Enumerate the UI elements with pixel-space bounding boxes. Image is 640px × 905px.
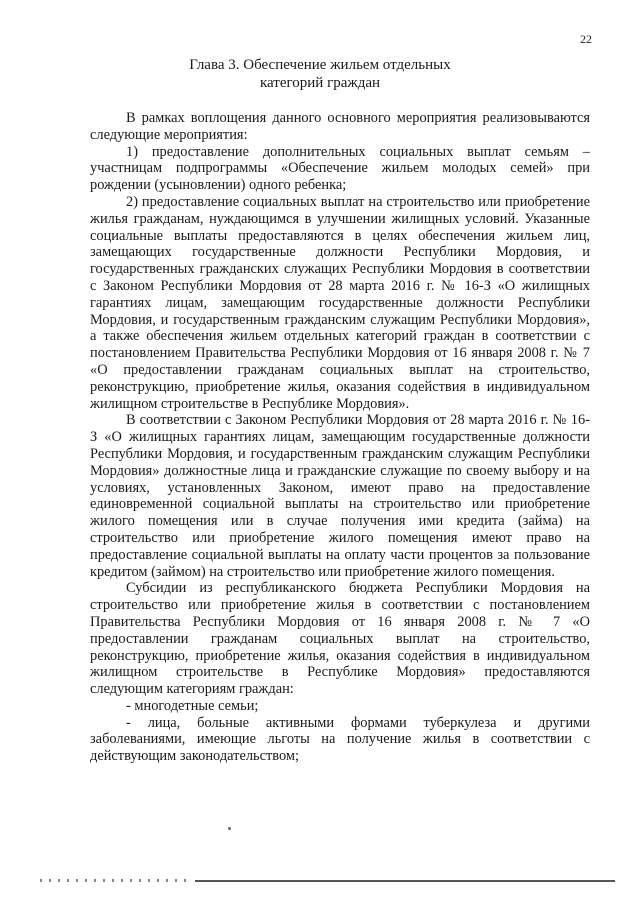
scan-artifact-line [195, 880, 615, 882]
paragraph-item-2: 2) предоставление социальных выплат на строительство или приобретение жилья гражданам, нуждающимся в улучшении жилищных условий. Указанные социальные выплаты предоставляются в целях обеспечения жильем лиц, замещающих государственные должности Республики Мордовия, и государственных гражданских служащих Республики Мордовия в соответствии с Законом Республики Мордовия от 28 марта 2016 г. № 16-З «О жилищных гарантиях лицам, замещающим государственные должности Республики Мордовия, и государственным гражданским служащим Республики Мордовия», а также обеспечения жильем отдельных категорий граждан в соответствии с постановлением Правительства Республики Мордовия от 16 января 2008 г. № 7 «О предоставлении гражданам социальных выплат на строительство, реконструкцию, приобретение жилья, оказания содействия в индивидуальном жилищном строительстве в Республике Мордовия». [90, 193, 590, 412]
scan-artifact-dots [40, 879, 190, 882]
chapter-title-line-1: Глава 3. Обеспечение жильем отдельных [189, 57, 451, 73]
list-item-large-families: - многодетные семьи; [126, 697, 259, 714]
page-number: 22 [580, 32, 592, 46]
list-item-tuberculosis: - лица, больные активными формами туберкулеза и другими заболеваниями, имеющие льготы на получение жилья в соответствии с действующим законодательством; [90, 714, 590, 765]
scan-artifact-mark [228, 827, 231, 830]
chapter-title-line-2: категорий граждан [259, 75, 381, 91]
paragraph-item-1: 1) предоставление дополнительных социальных выплат семьям – участницам подпрограммы «Обеспечение жильем молодых семей» при рождении (усыновлении) одного ребенка; [90, 143, 590, 194]
paragraph-intro: В рамках воплощения данного основного мероприятия реализовываются следующие мероприятия: [90, 110, 590, 143]
chapter-title [0, 56, 640, 92]
paragraph-subsidies: Субсидии из республиканского бюджета Республики Мордовия на строительство или приобретение жилья в соответствии с постановлением Правительства Республики Мордовия от 16 января 2008 г. № 7 «О предоставлении гражданам социальных выплат на строительство, реконструкцию, приобретение жилья, оказания содействия в индивидуальном жилищном строительстве в Республике Мордовия» предоставляются следующим категориям граждан: [90, 580, 590, 698]
body-text [90, 110, 590, 765]
paragraph-law: В соответствии с Законом Республики Мордовия от 28 марта 2016 г. № 16-З «О жилищных гарантиях лицам, замещающим государственные должности Республики Мордовия, и государственным гражданским служащим Республики Мордовия» должностные лица и гражданские служащие по своему выбору и на условиях, установленных Законом, имеют право на предоставление единовременной социальной выплаты на строительство или приобретение жилого помещения или в случае получения ими кредита (займа) на строительство или приобретение жилого помещения имеют право на предоставление социальной выплаты на оплату части процентов за пользование кредитом (займом) на строительство или приобретение жилого помещения. [90, 412, 590, 580]
